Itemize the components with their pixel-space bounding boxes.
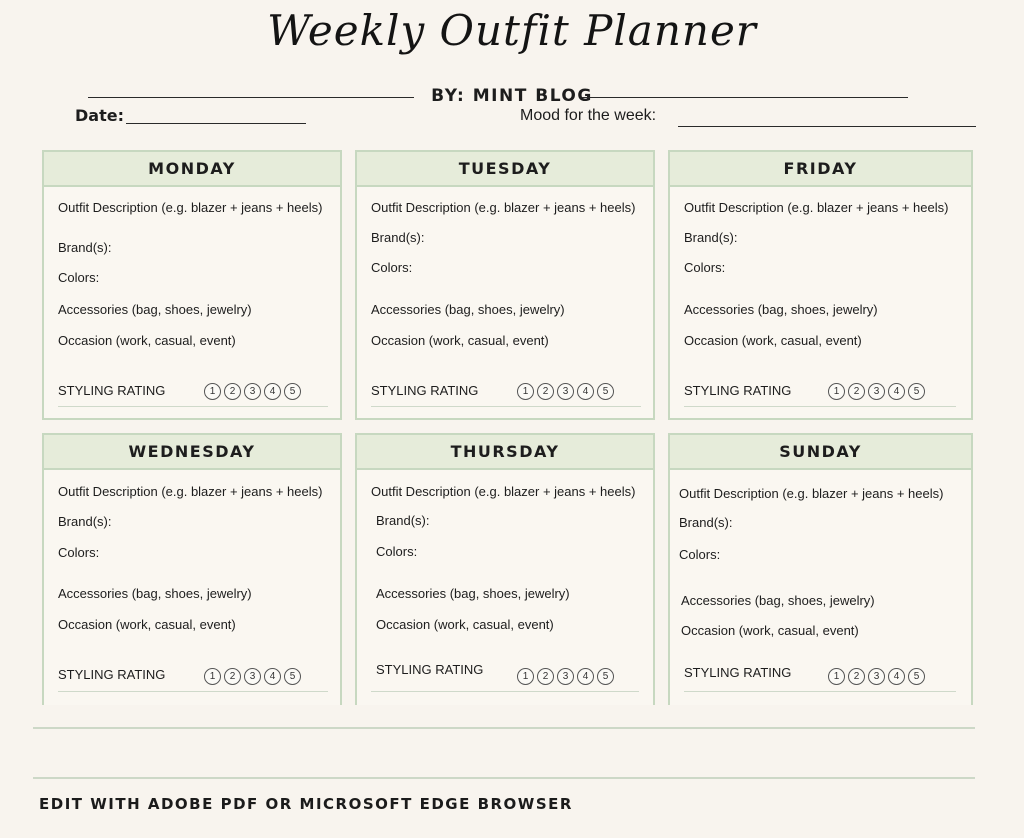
rating-option-3[interactable]: 3: [868, 383, 885, 400]
styling-rating-options: [828, 383, 925, 400]
rating-option-1[interactable]: 1: [517, 383, 534, 400]
occasion-field[interactable]: Occasion (work, casual, event): [58, 617, 236, 632]
rating-option-5[interactable]: 5: [284, 383, 301, 400]
byline: BY: MINT BLOG: [431, 86, 593, 106]
date-field[interactable]: [126, 123, 306, 124]
colors-field[interactable]: Colors:: [376, 544, 418, 559]
accessories-field[interactable]: Accessories (bag, shoes, jewelry): [58, 586, 252, 601]
styling-rating-label: STYLING RATING: [371, 383, 479, 398]
rating-option-1[interactable]: 1: [517, 668, 534, 685]
mood-field[interactable]: [678, 126, 976, 127]
occasion-field[interactable]: Occasion (work, casual, event): [371, 333, 549, 348]
rating-divider: [684, 691, 956, 692]
day-heading: MONDAY: [44, 152, 340, 187]
rating-option-5[interactable]: 5: [597, 668, 614, 685]
colors-field[interactable]: Colors:: [58, 270, 100, 285]
rating-option-3[interactable]: 3: [557, 668, 574, 685]
accessories-field[interactable]: Accessories (bag, shoes, jewelry): [684, 302, 878, 317]
styling-rating-label: STYLING RATING: [58, 667, 166, 682]
bottom-divider-lower: [33, 777, 975, 779]
accessories-field[interactable]: Accessories (bag, shoes, jewelry): [376, 586, 570, 601]
rating-option-4[interactable]: 4: [577, 383, 594, 400]
footer-note: EDIT WITH ADOBE PDF OR MICROSOFT EDGE BROWSER: [39, 795, 573, 813]
rating-option-2[interactable]: 2: [848, 383, 865, 400]
rating-option-5[interactable]: 5: [284, 668, 301, 685]
rating-option-4[interactable]: 4: [577, 668, 594, 685]
date-label: Date:: [75, 106, 124, 125]
rating-option-2[interactable]: 2: [537, 383, 554, 400]
rating-option-4[interactable]: 4: [264, 668, 281, 685]
brand-field[interactable]: Brand(s):: [58, 240, 112, 255]
styling-rating-label: STYLING RATING: [376, 662, 484, 677]
rating-divider: [371, 691, 639, 692]
rating-option-3[interactable]: 3: [557, 383, 574, 400]
rating-divider: [58, 691, 328, 692]
rating-option-3[interactable]: 3: [244, 668, 261, 685]
accessories-field[interactable]: Accessories (bag, shoes, jewelry): [371, 302, 565, 317]
brand-field[interactable]: Brand(s):: [376, 513, 430, 528]
accessories-field[interactable]: Accessories (bag, shoes, jewelry): [58, 302, 252, 317]
rating-option-2[interactable]: 2: [848, 668, 865, 685]
mood-label: Mood for the week:: [520, 107, 657, 124]
accessories-field[interactable]: Accessories (bag, shoes, jewelry): [681, 593, 875, 608]
brand-field[interactable]: Brand(s):: [679, 515, 733, 530]
rating-option-1[interactable]: 1: [204, 383, 221, 400]
day-card-tuesday: [355, 150, 655, 420]
day-card-thursday: [355, 433, 655, 705]
outfit-description-field[interactable]: Outfit Description (e.g. blazer + jeans + heels): [679, 486, 944, 501]
occasion-field[interactable]: Occasion (work, casual, event): [376, 617, 554, 632]
styling-rating-options: [517, 668, 614, 685]
brand-field[interactable]: Brand(s):: [371, 230, 425, 245]
rating-divider: [684, 406, 956, 407]
rating-option-4[interactable]: 4: [888, 383, 905, 400]
colors-field[interactable]: Colors:: [58, 545, 100, 560]
styling-rating-options: [517, 383, 614, 400]
rating-option-4[interactable]: 4: [264, 383, 281, 400]
styling-rating-label: STYLING RATING: [684, 665, 792, 680]
day-card-friday: [668, 150, 973, 420]
rating-divider: [58, 406, 328, 407]
outfit-description-field[interactable]: Outfit Description (e.g. blazer + jeans + heels): [371, 484, 636, 499]
rating-option-1[interactable]: 1: [204, 668, 221, 685]
day-heading: TUESDAY: [357, 152, 653, 187]
day-card-wednesday: [42, 433, 342, 705]
bottom-divider-upper: [33, 727, 975, 729]
byline-rule-right: [582, 97, 908, 98]
day-heading: WEDNESDAY: [44, 435, 340, 470]
colors-field[interactable]: Colors:: [371, 260, 413, 275]
rating-option-5[interactable]: 5: [908, 668, 925, 685]
rating-option-5[interactable]: 5: [597, 383, 614, 400]
outfit-description-field[interactable]: Outfit Description (e.g. blazer + jeans + heels): [58, 484, 323, 499]
day-heading: FRIDAY: [670, 152, 971, 187]
rating-option-2[interactable]: 2: [537, 668, 554, 685]
styling-rating-options: [204, 383, 301, 400]
rating-option-3[interactable]: 3: [868, 668, 885, 685]
day-card-monday: [42, 150, 342, 420]
day-card-sunday: [668, 433, 973, 705]
outfit-description-field[interactable]: Outfit Description (e.g. blazer + jeans + heels): [58, 200, 323, 215]
colors-field[interactable]: Colors:: [679, 547, 721, 562]
brand-field[interactable]: Brand(s):: [58, 514, 112, 529]
rating-option-2[interactable]: 2: [224, 668, 241, 685]
occasion-field[interactable]: Occasion (work, casual, event): [58, 333, 236, 348]
rating-option-1[interactable]: 1: [828, 668, 845, 685]
day-heading: THURSDAY: [357, 435, 653, 470]
rating-option-2[interactable]: 2: [224, 383, 241, 400]
styling-rating-options: [828, 668, 925, 685]
outfit-description-field[interactable]: Outfit Description (e.g. blazer + jeans + heels): [684, 200, 949, 215]
styling-rating-label: STYLING RATING: [684, 383, 792, 398]
rating-option-3[interactable]: 3: [244, 383, 261, 400]
styling-rating-label: STYLING RATING: [58, 383, 166, 398]
page-title: Weekly Outfit Planner: [267, 6, 757, 55]
rating-option-5[interactable]: 5: [908, 383, 925, 400]
occasion-field[interactable]: Occasion (work, casual, event): [684, 333, 862, 348]
brand-field[interactable]: Brand(s):: [684, 230, 738, 245]
outfit-description-field[interactable]: Outfit Description (e.g. blazer + jeans + heels): [371, 200, 636, 215]
day-heading: SUNDAY: [670, 435, 971, 470]
rating-option-1[interactable]: 1: [828, 383, 845, 400]
colors-field[interactable]: Colors:: [684, 260, 726, 275]
rating-option-4[interactable]: 4: [888, 668, 905, 685]
rating-divider: [371, 406, 641, 407]
styling-rating-options: [204, 668, 301, 685]
occasion-field[interactable]: Occasion (work, casual, event): [681, 623, 859, 638]
